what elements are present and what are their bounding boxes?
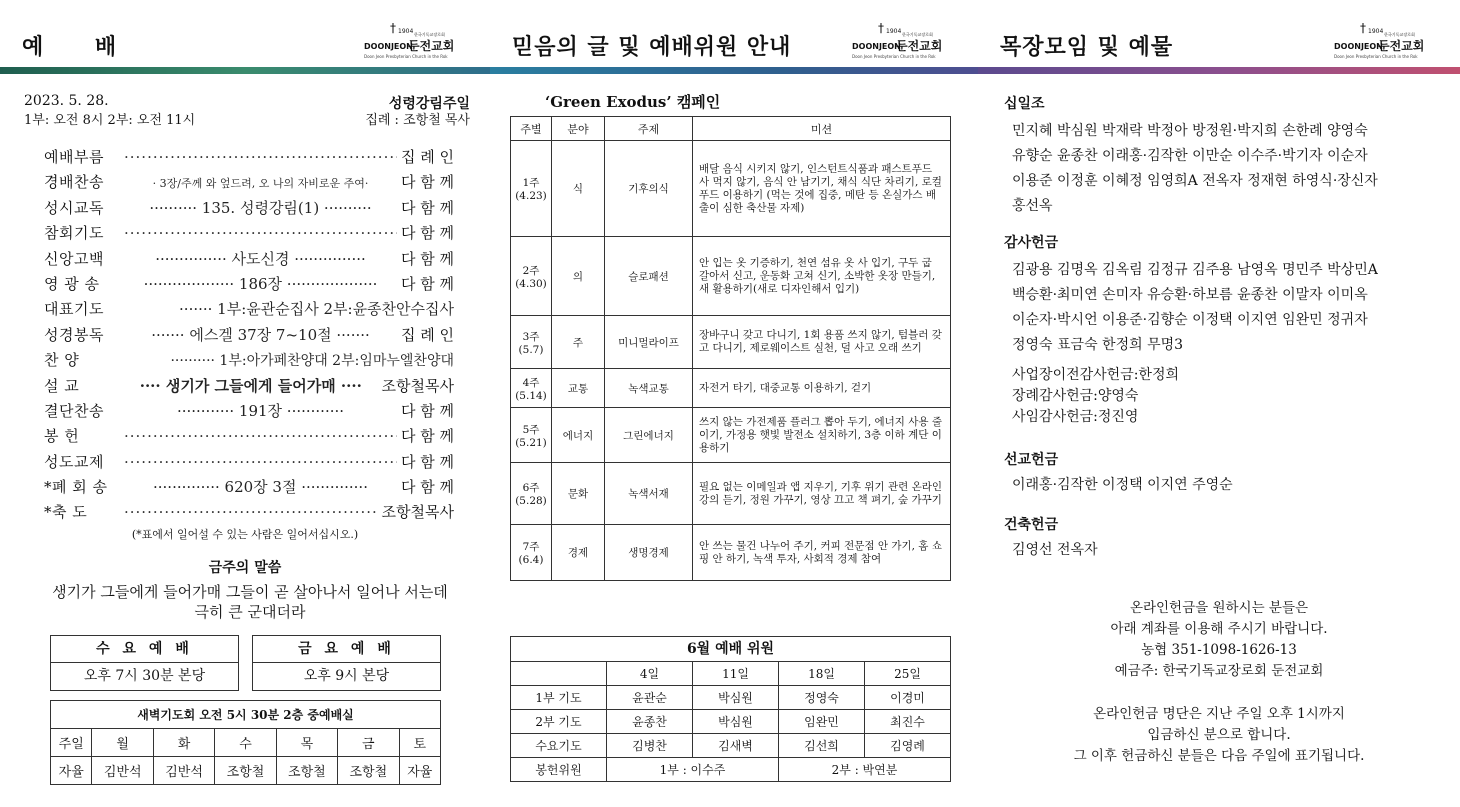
order-row: 찬 양 ·········· 1부:아가페찬양대 2부:임마누엘찬양대	[44, 351, 454, 370]
order-row: *폐 회 송 ·············· 620장 3절 ·············· 다 함 께	[44, 478, 454, 497]
worship-times: 1부: 오전 8시 2부: 오전 11시	[24, 113, 196, 128]
order-row: 경배찬송 · 3장/주께 와 엎드려, 오 나의 자비로운 주여· 다 함 께	[44, 173, 454, 192]
cross-icon: †	[878, 21, 884, 35]
order-row: 성경봉독 ······· 에스겔 37장 7~10절 ······· 집 례 인	[44, 325, 454, 344]
header-color-bar	[490, 67, 978, 74]
table-row: 5주 (5.21) 에너지 그린에너지 쓰지 않는 가전제품 플러그 뽑아 두기, 에너지 사용 줄이기, 가정용 햇빛 발전소 설치하기, 3층 이하 계단 이용하기	[511, 408, 951, 463]
duty-table	[510, 661, 951, 782]
table-row: 4주 (5.14) 교통 녹색교통 자전거 타기, 대중교통 이용하기, 걷기	[511, 369, 951, 408]
table-row: 7주 (6.4) 경제 생명경제 안 쓰는 물건 나누어 주기, 커피 전문점 안 가기, 홈 쇼핑 안 하기, 녹색 투자, 사회적 경제 참여	[511, 525, 951, 581]
offering-title: 목장모임 및 예물	[1000, 35, 1174, 60]
dawn-prayer-table: 새벽기도회 오전 5시 30분 2층 중예배실 주일 월 화 수 목 금 토 자율 김반석 김반석 조항철 조항철 조항철 자율	[50, 700, 441, 785]
order-row: 설 교 ···· 생기가 그들에게 들어가매 ···· 조항철목사	[44, 376, 454, 395]
faith-header	[490, 0, 978, 68]
order-row: 영 광 송 ··················· 186장 ··················· 다 함 께	[44, 274, 454, 293]
friday-service-box: 금 요 예 배 오후 9시 본당	[252, 635, 441, 691]
order-row: 예배부름 ····· 집 례 인	[44, 146, 454, 171]
online-offering-info: 온라인헌금을 원하시는 분들은 아래 계좌를 이용해 주시기 바랍니다. 농협 351-1098-1626-13 예금주: 한국기독교장로회 둔전교회	[1110, 600, 1328, 679]
worship-header	[0, 0, 490, 68]
wednesday-service-box: 수 요 예 배 오후 7시 30분 본당	[50, 635, 239, 691]
thanks-section: 감사헌금 김광용 김명옥 김옥림 김정규 김주용 남영옥 명민주 박상민A 백승환·최미연 손미자 유승환·하보름 윤종찬 이말자 이미옥 이순자·박시언 이용준·김향순 이정택 이지연 임완민 정귀자 정영숙 표금숙 한정희 무명3	[1004, 232, 1444, 358]
table-row: 1부 기도 윤관순 박심원 정영숙 이경미	[511, 686, 951, 710]
building-title: 건축헌금	[1004, 517, 1059, 533]
table-row: 3주 (5.7) 주 미니멀라이프 장바구니 갖고 다니기, 1회 용품 쓰지 않기, 텀블러 갖고 다니기, 제로웨이스트 실천, 덜 사고 오래 쓰기	[511, 316, 951, 369]
worship-date: 2023. 5. 28.	[24, 93, 109, 109]
thanks-title: 감사헌금	[1004, 235, 1059, 251]
cross-icon: †	[390, 21, 396, 35]
table-row: 1주 (4.23) 식 기후의식 배달 음식 시키지 않기, 인스턴트식품과 패스트푸드 사 먹지 않기, 음식 안 남기기, 채식 식단 차리기, 로컬푸드 이용하기 (먹는 것에 집중, 메탄 등 온실가스 배출이 심한 축산물 자제)	[511, 141, 951, 237]
tithe-title: 십일조	[1004, 96, 1045, 112]
table-row: 4일 11일 18일 25일	[511, 662, 951, 686]
faith-panel	[490, 0, 978, 807]
mission-title: 선교헌금	[1004, 452, 1059, 468]
church-logo: † 1904 한국기독교장로회 DOONJEON 둔전교회 Doon Jeon Presbyterian Church in the Rok	[1334, 21, 1425, 59]
table-row: 주일 월 화 수 목 금 토	[51, 729, 441, 757]
worship-panel	[0, 0, 490, 807]
header-color-bar	[978, 67, 1460, 74]
mission-section: 선교헌금 이래홍·김작한 이정택 이지연 주영순	[1004, 449, 1444, 496]
offering-header	[978, 0, 1460, 68]
duty-title: 6월 예배 위원	[510, 636, 951, 661]
worship-leader: 집례 : 조항철 목사	[365, 113, 470, 128]
building-section: 건축헌금 김영선 전옥자	[1004, 514, 1444, 561]
church-logo: † 1904 한국기독교장로회 DOONJEON 둔전교회 Doon Jeon Presbyterian Church in the Rok	[364, 21, 455, 59]
table-row: 2주 (4.30) 의 슬로패션 안 입는 옷 기증하기, 천연 섬유 옷 사 입기, 구두 굽 갈아서 신고, 운동화 고쳐 신기, 소박한 옷장 만들기, 새 활용하기(새로 디자인해서 입기)	[511, 237, 951, 316]
header-color-bar	[0, 67, 490, 74]
order-row: 결단찬송 ············ 191장 ············ 다 함 께	[44, 401, 454, 420]
order-row: *축 도 ····· 조항철목사	[44, 501, 454, 526]
order-of-service	[44, 146, 454, 527]
tithe-section: 십일조 민지혜 박심원 박재락 박정아 방정원·박지희 손한례 양영숙 유향순 윤종찬 이래홍·김작한 이만순 이수주·박기자 이순자 이용준 이정훈 이혜정 임영희A 전옥자 정재현 하영식·장신자 홍선옥	[1004, 93, 1444, 219]
campaign-title: ‘Green Exodus’ 캠페인	[545, 93, 721, 111]
church-logo: † 1904 한국기독교장로회 DOONJEON 둔전교회 Doon Jeon Presbyterian Church in the Rok	[852, 21, 943, 59]
weekly-verse: 생기가 그들에게 들어가매 그들이 곧 살아나서 일어나 서는데 극히 큰 군대더라	[52, 583, 448, 621]
table-row: 2부 기도 윤종찬 박심원 임완민 최진수	[511, 710, 951, 734]
order-row: 봉 헌 ····· 다 함 께	[44, 425, 454, 450]
faith-title: 믿음의 글 및 예배위원 안내	[512, 35, 792, 60]
online-offering-note: 온라인헌금 명단은 지난 주일 오후 1시까지 입금하신 분으로 합니다. 그 이후 헌금하신 분들은 다음 주일에 표기됩니다.	[1073, 706, 1365, 764]
order-row: 대표기도 ······· 1부:윤관순집사 2부:윤종찬안수집사	[44, 300, 454, 319]
table-row: 자율 김반석 김반석 조항철 조항철 조항철 자율	[51, 757, 441, 785]
table-row: 수요기도 김병찬 김새벽 김선희 김영례	[511, 734, 951, 758]
standing-note: (*표에서 일어설 수 있는 사람은 일어서십시오.)	[131, 528, 359, 541]
offering-panel	[978, 0, 1460, 807]
table-row: 봉헌위원 1부 : 이수주 2부 : 박연분	[511, 758, 951, 782]
table-row: 6주 (5.28) 문화 녹색서재 필요 없는 이메일과 앱 지우기, 기후 위기 관련 온라인 강의 듣기, 정원 가꾸기, 영상 끄고 책 펴기, 숲 가꾸기	[511, 463, 951, 525]
table-header-row: 주별 분야 주제 미션	[511, 117, 951, 141]
order-row: 성시교독 ·········· 135. 성령강림(1) ·········· 다 함 께	[44, 198, 454, 217]
verse-title: 금주의 말씀	[208, 560, 282, 576]
order-row: 성도교제 ····· 다 함 께	[44, 451, 454, 476]
worship-title: 예 배	[22, 35, 139, 60]
campaign-table	[510, 116, 951, 581]
special-offering-section: 사업장이전감사헌금:한정희 장례감사헌금:양영숙 사임감사헌금:정진영	[1012, 367, 1180, 425]
sunday-name: 성령강림주일	[388, 96, 470, 112]
cross-icon: †	[1360, 21, 1366, 35]
order-row: 참회기도 ····· 다 함 께	[44, 222, 454, 247]
order-row: 신앙고백 ··············· 사도신경 ··············· 다 함 께	[44, 249, 454, 268]
